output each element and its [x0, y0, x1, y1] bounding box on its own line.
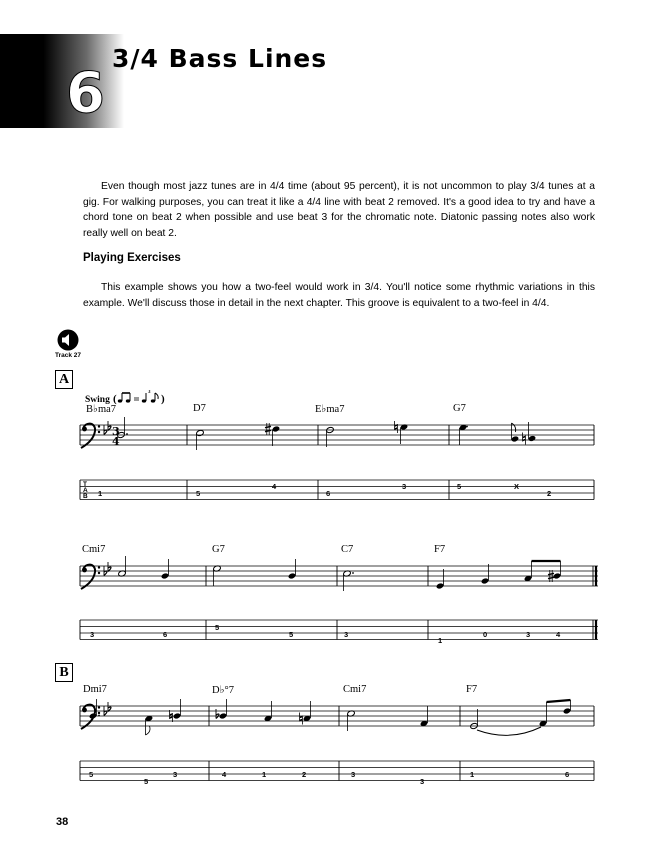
tab-number: 2 [547, 489, 552, 498]
tab-number: 3 [351, 770, 356, 779]
chord-symbol: Cmi7 [343, 684, 367, 695]
tab-number: 1 [262, 770, 267, 779]
tab-number: 1 [98, 489, 103, 498]
chord-symbol: Cmi7 [82, 544, 106, 555]
rehearsal-mark-b: B [55, 663, 73, 682]
chord-symbol: F7 [434, 544, 446, 555]
tab-number: 3 [526, 630, 531, 639]
chord-symbol: D♭°7 [212, 685, 234, 696]
chord-symbol: C7 [341, 544, 354, 555]
tab-number: 5 [457, 482, 462, 491]
tab-number: 5 [215, 623, 220, 632]
tab-number: 1 [438, 636, 443, 645]
tab-number: 4 [556, 630, 561, 639]
rehearsal-mark-a: A [55, 370, 73, 389]
chord-symbol: B♭ma7 [86, 404, 117, 415]
tab-number: 6 [163, 630, 168, 639]
tab-number: 3 [420, 777, 425, 786]
time-sig-top: 3 [112, 425, 120, 438]
system-3 [80, 706, 594, 781]
tab-number: 0 [483, 630, 488, 639]
system-2 [80, 566, 598, 640]
tab-letter: B [83, 493, 88, 500]
tab-number: 5 [289, 630, 294, 639]
tab-number: 5 [196, 489, 201, 498]
chord-symbol: D7 [193, 403, 206, 414]
tab-number: 6 [326, 489, 331, 498]
tab-number: X [514, 482, 520, 491]
tab-number: 1 [470, 770, 475, 779]
tab-number: 5 [144, 777, 149, 786]
tab-number: 4 [272, 482, 277, 491]
chapter-title: 3/4 Bass Lines [112, 44, 328, 73]
swing-label: Swing [85, 395, 110, 405]
tab-letter: T [83, 481, 87, 488]
svg-text:3: 3 [148, 390, 151, 395]
chord-symbol: Dmi7 [83, 684, 107, 695]
tab-number: 6 [565, 770, 570, 779]
tab-number: 3 [344, 630, 349, 639]
tab-number: 3 [402, 482, 407, 491]
tab-letter: A [83, 487, 88, 494]
track-label: Track 27 [55, 352, 82, 359]
tab-number: 4 [222, 770, 227, 779]
section-heading: Playing Exercises [83, 252, 181, 264]
tab-number: 3 [173, 770, 178, 779]
svg-text:): ) [161, 393, 165, 405]
tab-number: 5 [89, 770, 94, 779]
chord-symbol: G7 [453, 403, 466, 414]
chapter-number: 6 [66, 61, 105, 126]
tab-number: 3 [90, 630, 95, 639]
exercise-paragraph: This example shows you how a two-feel would work in 3/4. You'll notice some rhythmic variations in this example. We'll discuss those in detail in the next chapter. This groove is equivalent to a two-feel in 4/4. [83, 282, 595, 309]
svg-text:(: ( [113, 393, 117, 405]
tab-number: 2 [302, 770, 307, 779]
intro-paragraph: Even though most jazz tunes are in 4/4 time (about 95 percent), it is not uncommon to play 3/4 tunes at a gig. For walking purposes, you can treat it like a 4/4 line with beat 2 removed. It's a good idea to try and have a chord tone on beat 2 when possible and use beat 3 for the chromatic note. Diatonic passing notes also work really well on beat 2. [83, 181, 595, 239]
time-sig-bottom: 4 [112, 435, 120, 448]
chord-symbol: G7 [212, 544, 225, 555]
page-number: 38 [56, 816, 69, 828]
chord-symbol: E♭ma7 [315, 404, 345, 415]
chord-symbol: F7 [466, 684, 478, 695]
